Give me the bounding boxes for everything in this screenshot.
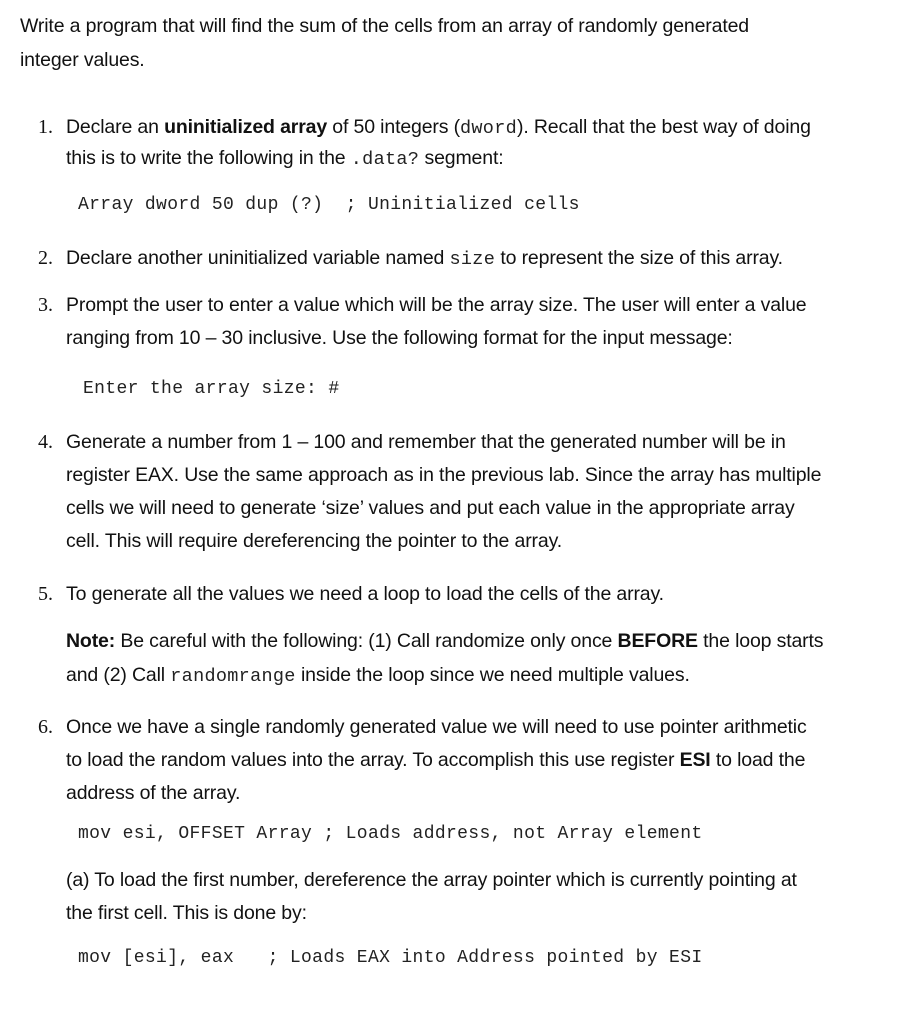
item-6-line-3: address of the array.	[66, 782, 241, 804]
item-4-line-1: Generate a number from 1 – 100 and remember that the generated number will be in	[66, 431, 786, 453]
item-4-line-3: cells we will need to generate ‘size’ values and put each value in the appropriate array	[66, 497, 795, 519]
intro-line-1: Write a program that will find the sum of the cells from an array of randomly generated	[20, 15, 750, 37]
note-label: Note:	[66, 630, 116, 652]
item-4-line-4: cell. This will require dereferencing the pointer to the array.	[66, 530, 562, 552]
item-number: 1.	[38, 116, 53, 138]
item-5-note-line-1: Note: Be careful with the following: (1) Call randomize only once BEFORE the loop starts	[66, 630, 824, 652]
item-5-line-1: To generate all the values we need a loop to load the cells of the array.	[66, 583, 664, 605]
item-1-line-2: this is to write the following in the .data? segment:	[66, 147, 504, 170]
item-3-line-2: ranging from 10 – 30 inclusive. Use the following format for the input message:	[66, 327, 733, 349]
item-6-line-1: Once we have a single randomly generated value we will need to use pointer arithmetic	[66, 716, 807, 738]
item-number: 6.	[38, 716, 53, 738]
code-sample: Enter the array size: #	[83, 379, 340, 399]
item-1-line-1: Declare an uninitialized array of 50 integers (dword). Recall that the best way of doing	[66, 116, 811, 139]
code-sample: mov esi, OFFSET Array ; Loads address, not Array element	[78, 824, 703, 844]
code-sample: mov [esi], eax ; Loads EAX into Address pointed by ESI	[78, 948, 703, 968]
item-6a-line-1: (a) To load the first number, dereference the array pointer which is currently pointing at	[66, 869, 797, 891]
code-sample: Array dword 50 dup (?) ; Uninitialized cells	[78, 195, 580, 215]
item-number: 4.	[38, 431, 53, 453]
inline-code: .data?	[350, 149, 420, 170]
item-number: 3.	[38, 294, 53, 316]
intro-line-2: integer values.	[20, 49, 145, 71]
item-2-line-1: Declare another uninitialized variable named size to represent the size of this array.	[66, 247, 783, 270]
item-6-line-2: to load the random values into the array. To accomplish this use register ESI to load the	[66, 749, 806, 771]
item-number: 5.	[38, 583, 53, 605]
inline-code: dword	[459, 118, 517, 139]
item-5-note-line-2: and (2) Call randomrange inside the loop since we need multiple values.	[66, 664, 690, 687]
inline-code: randomrange	[170, 666, 296, 687]
item-6a-line-2: the first cell. This is done by:	[66, 902, 307, 924]
inline-code: size	[449, 249, 496, 270]
item-4-line-2: register EAX. Use the same approach as in the previous lab. Since the array has multiple	[66, 464, 822, 486]
item-3-line-1: Prompt the user to enter a value which will be the array size. The user will enter a value	[66, 294, 807, 316]
item-number: 2.	[38, 247, 53, 269]
